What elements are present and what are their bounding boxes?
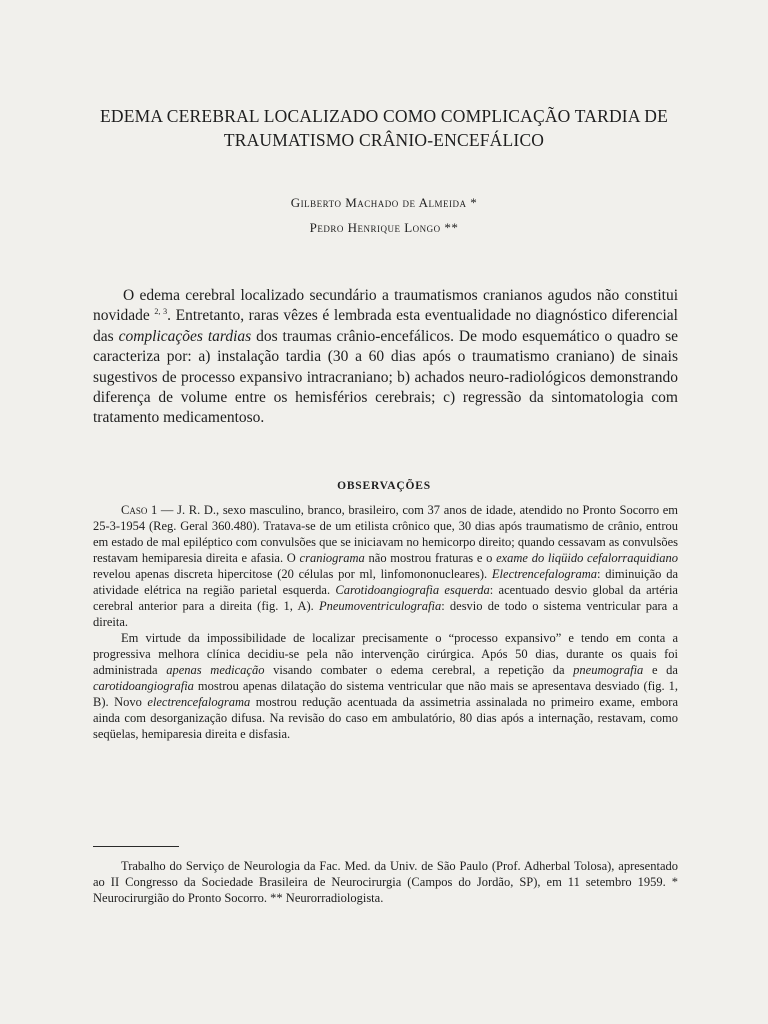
body-emphasis: Electrencefalograma [491, 567, 597, 581]
body-text: e da [643, 663, 678, 677]
body-emphasis: Carotidoangiografia esquerda [335, 583, 490, 597]
title-line-1: EDEMA CEREBRAL LOCALIZADO COMO COMPLICAÇÃO TARDIA DE [99, 106, 669, 126]
body-paragraph [93, 630, 678, 742]
body-text: mostrou apenas dilatação do sistema ventricular que não mais se apresentava desviado (fig. 1, B). Novo [93, 679, 678, 709]
abstract-text: dos traumas crânio-encefálicos. De modo esquemático o quadro se caracteriza por: a) instalação tardia (30 a 60 dias após o traumatismo craniano) de sinais sugestivos de processo expansivo intracraniano; b) achados neuro-radiológicos demonstrando diferença de volume entre os hemisférios cerebrais; c) regressão da sintomatologia com tratamento medicamentoso. [93, 327, 678, 427]
body-emphasis: Pneumoventriculografia [319, 599, 442, 613]
observations-body [93, 502, 678, 742]
abstract-text: O edema cerebral localizado secundário a traumatismos cranianos agudos não constitui novidade [93, 287, 678, 325]
body-text: visando combater o edema cerebral, a repetição da [264, 663, 574, 677]
body-text: não mostrou fraturas e o [364, 551, 497, 565]
case-paragraph [93, 502, 678, 630]
abstract-text: . Entretanto, raras vêzes é lembrada esta eventualidade no diagnóstico diferencial das [93, 307, 678, 345]
body-text: — J. R. D., sexo masculino, branco, brasileiro, com 37 anos de idade, atendido no Pronto Socorro em 25-3-1954 (Reg. Geral 360.480). Tratava-se de um etilista crônico que, 30 dias após traumatismo de crânio, entrou em estado de mal epiléptico com convulsões que se iniciavam no hemicorpo direito; quando cessavam as convulsões restavam hemiparesia direita e afasia. O [93, 503, 679, 565]
body-text: Em virtude da impossibilidade de localizar precisamente o “processo expansivo” e tendo em conta a progressiva melhora clínica decidiu-se pela não intervenção cirúrgica. Após 50 dias, durante os quais foi administrada [93, 631, 678, 677]
case-label: Caso 1 [121, 503, 158, 517]
body-text: : acentuado desvio global da artéria cerebral anterior para a direita (fig. 1, A). [93, 583, 678, 613]
body-text: revelou apenas discreta hipercitose (20 células por ml, linfomononucleares). [93, 567, 492, 581]
abstract-paragraph [93, 286, 678, 429]
abstract-emphasis: complicações tardias [118, 327, 252, 345]
article-title [80, 104, 688, 152]
body-text: : desvio de todo o sistema ventricular para a direita. [93, 599, 678, 629]
citation-superscript: 2, 3 [154, 307, 168, 317]
footnote: Trabalho do Serviço de Neurologia da Fac. Med. da Univ. de São Paulo (Prof. Adherbal Tolosa), apresentado ao II Congresso da Sociedade Brasileira de Neurocirurgia (Campos do Jordão, SP), em 11 setembro 1959. * Neurocirurgião do Pronto Socorro. ** Neurorradiologista. [93, 859, 678, 905]
author-list [140, 190, 628, 240]
body-emphasis: apenas medicação [166, 663, 265, 677]
body-emphasis: craniograma [299, 551, 365, 565]
body-emphasis: carotidoangiografia [93, 679, 194, 693]
footnote-divider [93, 846, 179, 847]
section-heading: OBSERVAÇÕES [337, 480, 431, 492]
title-line-2: TRAUMATISMO CRÂNIO-ENCEFÁLICO [223, 130, 545, 150]
author-name: Pedro Henrique Longo ** [309, 220, 459, 235]
body-emphasis: exame do liqüido cefalorraquidiano [496, 551, 678, 565]
body-text: mostrou redução acentuada da assimetria assinalada no primeiro exame, embora ainda com desorganização difusa. Na revisão do caso em ambulatório, 80 dias após a internação, restavam, como seqüelas, hemiparesia direita e disfasia. [93, 695, 678, 741]
author-name: Gilberto Machado de Almeida * [290, 195, 478, 210]
body-text: : diminuição da atividade elétrica na região parietal esquerda. [93, 567, 678, 597]
body-emphasis: electrencefalograma [147, 695, 251, 709]
body-emphasis: pneumografia [573, 663, 644, 677]
